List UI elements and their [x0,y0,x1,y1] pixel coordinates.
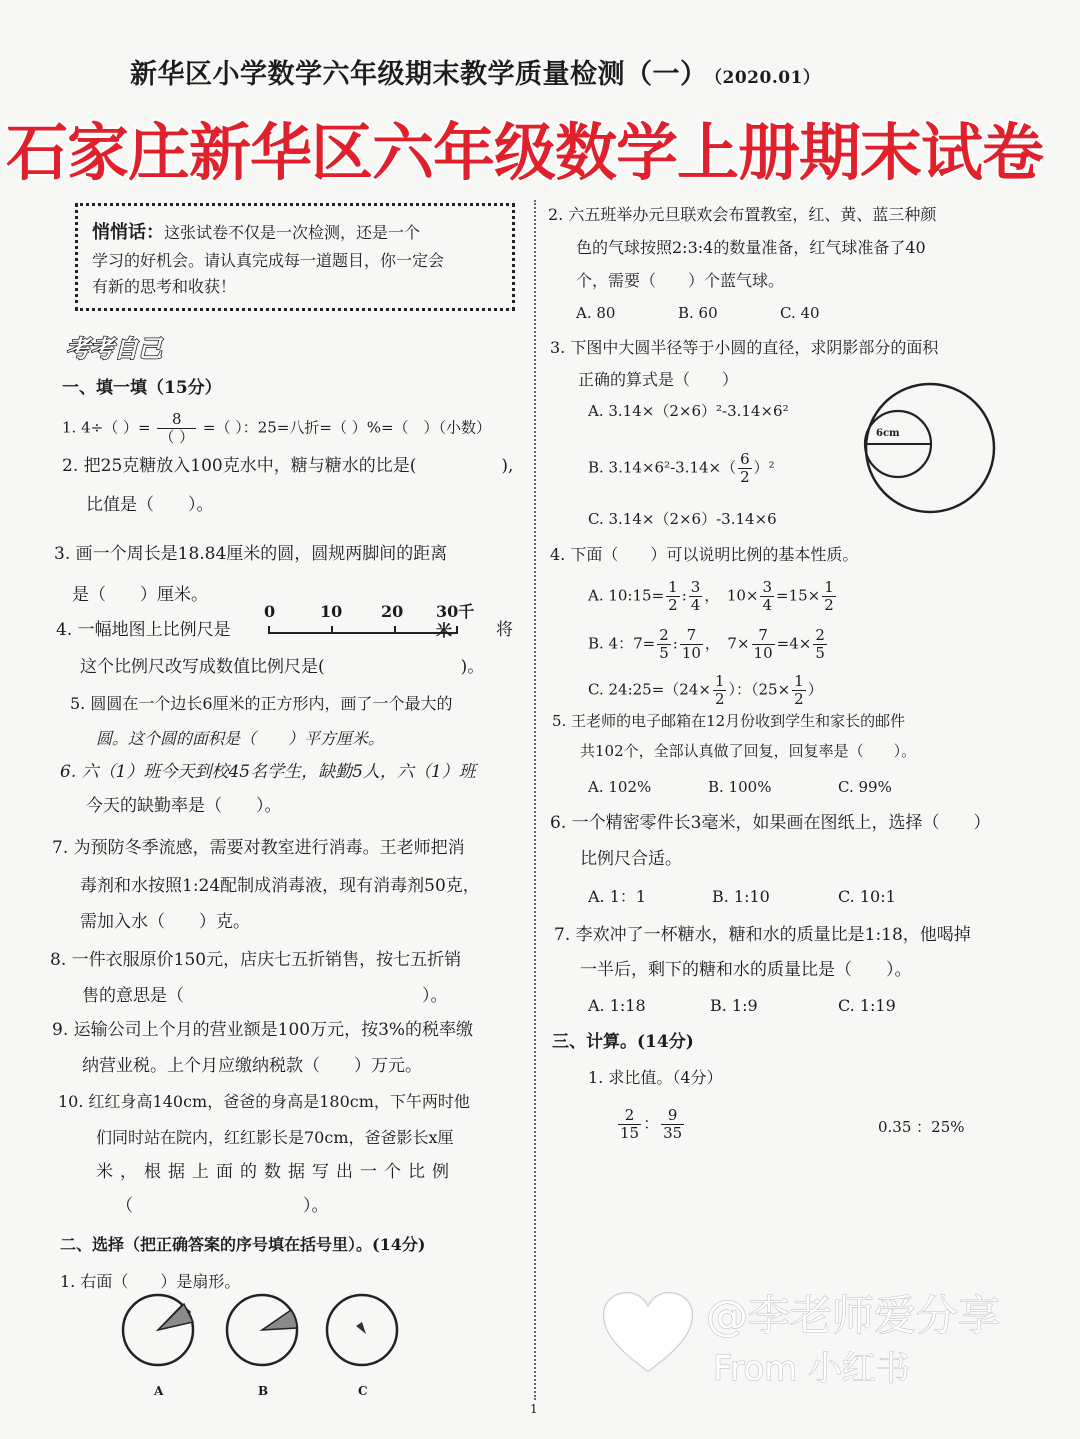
r-q4-option-b: B. 4：7= $\frac{2}{5}$ : $\frac{7}{10}$ ， 7× $\frac{7}{10}$ =4× $\frac{2}{5}$ [588,626,825,662]
r-q6-option-b: B. 1:10 [712,887,770,906]
r-q7-option-b: B. 1:9 [710,996,758,1015]
r-q5-option-c: C. 99% [838,778,892,796]
r-q3-option-b-post: ）² [753,458,775,477]
r-q4-a-f2-num: 3 [690,578,701,596]
scale-label-20: 20 [381,602,404,621]
r-question-2-line-1: 2. 六五班举办元旦联欢会布置教室，红、黄、蓝三种颜 [548,205,937,224]
r-q4-a-frac-3 [760,580,774,613]
calc1-f2-num: 9 [661,1108,684,1125]
r-q6-option-a: A. 1：1 [588,887,647,906]
calc-1-expr-2: 0.35 ：25% [878,1118,965,1136]
r-q3-option-b-frac [738,452,752,485]
exam-title [130,52,820,91]
scale-tick-10 [331,626,333,634]
circles-svg [860,378,1000,518]
calc-1-expr-1 [616,1108,686,1141]
r-q4-b-mid: ， 7× [704,634,750,653]
r-q4-b-f4-num: 2 [815,626,825,644]
question-7-line-2: 毒剂和水按照1:24配制成消毒液，现有消毒剂50克， [80,876,480,896]
heart-icon [598,1287,698,1377]
r-q4-b-f1-den: 5 [659,644,669,662]
left-column [50,200,525,1400]
question-3-line-1: 3. 画一个周长是18.84厘米的圆，圆规两脚间的距离 [54,544,448,564]
r-q4-option-a: A. 10:15= $\frac{1}{2}$ : $\frac{3}{4}$ ， 10× $\frac{3}{4}$ =15× $\frac{1}{2}$ [588,578,834,614]
r-q4-a-f2-den: 4 [690,596,701,614]
notice-line-3: 有新的思考和收获！ [92,277,237,297]
figure-c-label: C [358,1384,368,1398]
r-q4-c-f2-num: 1 [794,672,804,690]
question-6-line-2: 今天的缺勤率是（ ）。 [86,796,282,816]
page-number: 1 [530,1402,538,1416]
q1-fraction [157,412,196,445]
watermark-author: @李老师爱分享 [706,1291,1001,1340]
r-q7-option-c: C. 1:19 [838,996,896,1015]
concentric-circles-figure [860,378,1000,518]
calc1-f1-den: 15 [620,1124,640,1142]
r-question-6-line-1: 6. 一个精密零件长3毫米，如果画在图纸上，选择（ ） [550,813,991,833]
section-calc-title: 三、计算。(14分) [552,1032,694,1052]
question-9-line-2: 纳营业税。上个月应缴纳税款（ ）万元。 [82,1056,422,1076]
q1-post: =（ ）：25=八折=（ ）%=（ ）（小数） [202,418,492,437]
question-2-line-2: 比值是（ ）。 [86,495,214,515]
r-q4-c-f2-den: 2 [794,690,804,708]
calc-1-title: 1. 求比值。（4分） [588,1068,723,1087]
section-fill-title: 一、填一填（15分） [62,378,222,398]
r-q4-b-frac-4 [813,628,827,661]
sector-figures [120,1290,420,1400]
r-q4-c-label: C. 24:25=（24× [588,680,711,699]
r-q4-b-frac-3 [752,628,775,661]
question-6-line-1: 6. 六（1）班今天到校45名学生，缺勤5人，六（1）班 [60,762,476,782]
question-4-post: 将 [496,620,513,640]
map-scale-bar [264,602,478,641]
r-q4-b-frac-2 [680,628,703,661]
r-question-7-line-2: 一半后，剩下的糖和水的质量比是（ ）。 [580,960,912,980]
r-q2-option-b: B. 60 [678,304,718,322]
question-1 [62,412,491,445]
r-question-7-line-1: 7. 李欢冲了一杯糖水，糖和水的质量比是1:18，他喝掉 [554,925,971,945]
r-q4-c-f1-num: 1 [714,672,725,690]
r-q4-b-eq: =4× [776,634,812,653]
figure-b-label: B [258,1384,269,1398]
r-q7-option-a: A. 1:18 [588,996,646,1015]
r-q4-a-label: A. 10:15= [588,586,665,605]
r-q4-b-f3-num: 7 [752,628,775,645]
question-5-line-2: 圆。这个圆的面积是（ ）平方厘米。 [96,729,385,748]
notice-heading: 悄悄话： [92,222,164,243]
q1-frac-num: 8 [157,412,196,429]
r-question-6-line-2: 比例尺合适。 [580,849,682,869]
r-q4-c-f1-den: 2 [714,690,725,708]
r-q5-option-a: A. 102% [588,778,652,796]
r-question-4-line-1: 4. 下面（ ）可以说明比例的基本性质。 [550,545,859,564]
r-q4-b-f2-den: 10 [681,644,701,662]
r-question-5-line-2: 共102个，全部认真做了回复，回复率是（ ）。 [580,742,917,760]
question-3-line-2: 是（ ）厘米。 [72,585,208,605]
calc1-frac-2 [661,1108,684,1141]
figure-c-circle [327,1295,397,1365]
r-q4-a-f4-den: 2 [824,596,834,614]
right-column [548,200,1028,1200]
q1-frac-den: （ ） [159,428,195,446]
question-10-line-4: （ ）。 [116,1196,329,1216]
r-q4-c-mid: ）：（25× [728,680,791,699]
scale-label-30: 30千米 [436,602,475,641]
question-8-line-1: 8. 一件衣服原价150元，店庆七五折销售，按七五折销 [50,950,462,970]
column-divider [534,200,536,1400]
r-q4-b-frac-1 [657,628,671,661]
r-question-5-line-1: 5. 王老师的电子邮箱在12月份收到学生和家长的邮件 [552,712,906,730]
r-q4-a-frac-4 [822,580,836,613]
r-question-3-line-2: 正确的算式是（ ） [578,370,739,389]
r-q4-a-f3-num: 3 [762,578,773,596]
r-q4-c-frac-1 [713,674,727,707]
calc1-sep: ： [643,1114,660,1133]
notice-line-1: 这张试卷不仅是一次检测，还是一个 [164,223,421,242]
section-self-test: 考考自己 [66,335,162,363]
r-q4-a-f1-num: 1 [668,578,678,596]
r-q4-a-frac-1 [666,580,680,613]
question-2-line-1: 2. 把25克糖放入100克水中，糖与糖水的比是( ), [62,456,514,476]
r-q2-option-a: A. 80 [576,304,616,322]
r-q4-a-eq: =15× [776,586,821,605]
r-q4-b-f2-num: 7 [680,628,703,645]
r-question-2-line-3: 个，需要（ ）个蓝气球。 [576,271,785,290]
choice-1-text: 1. 右面（ ）是扇形。 [60,1272,241,1291]
scale-tick-0 [268,626,270,634]
r-q4-b-f4-den: 5 [815,644,825,662]
scale-label-0: 0 [264,602,276,621]
r-q4-b-f1-num: 2 [659,626,669,644]
question-10-line-3: 米，根据上面的数据写出一个比例 [96,1162,456,1182]
r-q4-a-frac-2 [689,580,703,613]
question-7-line-1: 7. 为预防冬季流感，需要对教室进行消毒。王老师把消 [52,838,465,858]
calc1-f1-num: 2 [618,1108,641,1125]
exam-title-text: 新华区小学数学六年级期末教学质量检测（一） [130,59,708,90]
r-q4-option-c [588,674,823,707]
r-q3-b-frac-num: 6 [740,450,750,468]
question-5-line-1: 5. 圆圆在一个边长6厘米的正方形内，画了一个最大的 [70,694,453,713]
r-q4-b-label: B. 4：7= [588,634,656,653]
r-q4-a-f4-num: 1 [824,578,834,596]
question-10-line-2: 们同时站在院内，红红影长是70cm，爸爸影长x厘 [96,1128,454,1147]
question-4-pre: 4. 一幅地图上比例尺是 [56,620,231,640]
notice-line-2: 学习的好机会。请认真完成每一道题目，你一定会 [92,250,445,270]
calc1-f2-den: 35 [663,1124,683,1142]
r-q6-option-c: C. 10:1 [838,887,896,906]
red-banner-title: 石家庄新华区六年级数学上册期末试卷 [6,116,1044,189]
question-7-line-3: 需加入水（ ）克。 [80,912,250,932]
notice-box [75,203,515,311]
scale-label-10: 10 [320,602,343,621]
r-q4-c-frac-2 [792,674,806,707]
figure-a-circle [123,1295,193,1365]
r-question-3-line-1: 3. 下图中大圆半径等于小圆的直径，求阴影部分的面积 [550,338,939,357]
section-choice-title: 二、选择（把正确答案的序号填在括号里）。(14分) [60,1235,426,1254]
r-q4-b-f3-den: 10 [753,644,773,662]
r-question-2-line-2: 色的气球按照2:3:4的数量准备，红气球准备了40 [576,238,926,257]
question-10-line-1: 10. 红红身高140cm，爸爸的身高是180cm，下午两时他 [58,1092,470,1111]
r-q4-a-f1-den: 2 [668,596,678,614]
q1-pre: 4÷（ ）= [81,418,151,437]
question-8-line-2: 售的意思是（ ）。 [82,986,448,1006]
watermark-source: From 小红书 [713,1349,911,1389]
r-q4-a-f3-den: 4 [762,596,773,614]
question-4-line-2: 这个比例尺改写成数值比例尺是( )。 [80,657,485,677]
q1-number: 1. [62,418,77,437]
circle-radius-label: 6cm [876,428,900,439]
scale-tick-20 [394,626,396,634]
r-q3-b-frac-den: 2 [740,468,750,486]
exam-date: （2020.01） [713,68,821,88]
r-q2-option-c: C. 40 [780,304,820,322]
r-q3-option-c: C. 3.14×（2×6）-3.14×6 [588,510,777,528]
scale-line [268,632,458,634]
r-q4-c-end: ） [807,680,823,699]
sector-figures-svg [120,1290,420,1400]
question-9-line-1: 9. 运输公司上个月的营业额是100万元，按3%的税率缴 [52,1020,474,1040]
figure-b-circle [227,1295,297,1365]
r-q3-option-b-pre: B. 3.14×6²-3.14×（ [588,458,737,477]
figure-a-label: A [154,1384,164,1398]
r-q4-a-mid: ， 10× [704,586,759,605]
r-q3-option-a: A. 3.14×（2×6）²-3.14×6² [588,402,789,420]
r-q5-option-b: B. 100% [708,778,772,796]
calc1-frac-1 [618,1108,641,1141]
xiaohongshu-watermark [598,1283,1068,1393]
r-q3-option-b [588,452,775,485]
